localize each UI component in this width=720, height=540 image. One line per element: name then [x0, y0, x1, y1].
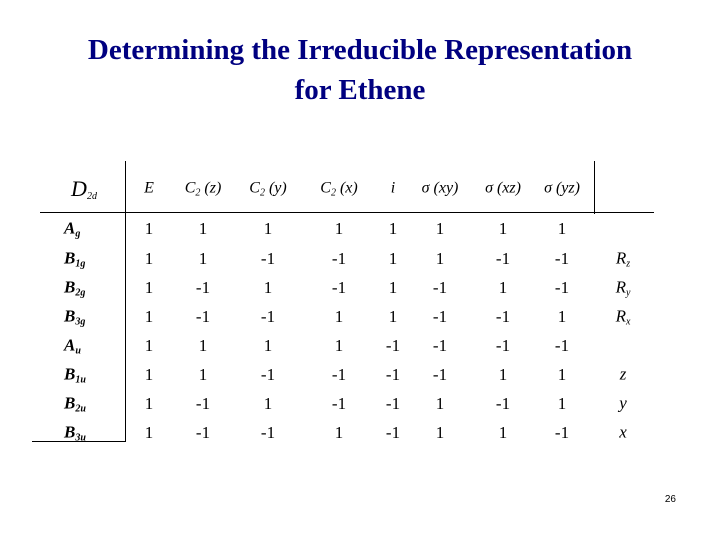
character-value: 1 [498, 278, 508, 297]
irrep-sub: g [75, 228, 81, 240]
irrep-main: B [64, 248, 76, 268]
irrep-label [64, 336, 81, 357]
character-value: -1 [331, 365, 347, 384]
irrep-main: B [64, 393, 76, 413]
character-value: -1 [385, 423, 401, 442]
character-value: -1 [195, 307, 211, 326]
point-group-label [71, 176, 97, 202]
character-value: -1 [554, 249, 570, 268]
character-value: -1 [554, 278, 570, 297]
basis-function [616, 307, 631, 328]
title-line-1: Determining the Irreducible Representation [87, 34, 633, 66]
irrep-label [64, 365, 86, 386]
character-value: 1 [144, 219, 154, 238]
basis-sub: z [626, 258, 631, 270]
character-value: 1 [334, 336, 344, 355]
character-value: 1 [144, 307, 154, 326]
column-header-main: σ (yz) [544, 179, 580, 197]
character-value: 1 [498, 423, 508, 442]
basis-main: R [615, 277, 626, 297]
character-value: -1 [495, 307, 511, 326]
character-value: 1 [263, 278, 273, 297]
character-value: -1 [554, 423, 570, 442]
basis-main: z [619, 364, 627, 384]
column-header [391, 180, 395, 199]
character-value: 1 [334, 219, 344, 238]
basis-function [616, 249, 630, 270]
character-value: -1 [432, 278, 448, 297]
character-value: 1 [557, 219, 567, 238]
character-value: -1 [260, 307, 276, 326]
character-value: 1 [198, 219, 208, 238]
character-value: 1 [198, 365, 208, 384]
character-value: 1 [557, 365, 567, 384]
column-header-sub: 2 [259, 187, 265, 199]
character-value: 1 [263, 336, 273, 355]
header-rule [40, 212, 654, 213]
slide-title [0, 30, 720, 110]
basis-main: x [619, 422, 627, 442]
right-divider [594, 161, 595, 214]
character-value: 1 [557, 307, 567, 326]
column-header-main: σ (xy) [421, 179, 459, 197]
column-header [320, 180, 357, 199]
irrep-label [64, 278, 85, 299]
character-value: 1 [144, 336, 154, 355]
character-value: 1 [198, 249, 208, 268]
column-header-main: σ (xz) [485, 179, 521, 197]
character-value: -1 [495, 249, 511, 268]
column-header-sub: 2 [330, 187, 336, 199]
irrep-main: B [64, 422, 76, 442]
character-value: 1 [557, 394, 567, 413]
character-value: -1 [385, 365, 401, 384]
character-value: 1 [263, 394, 273, 413]
basis-function [619, 394, 627, 415]
character-value: 1 [144, 423, 154, 442]
character-value: 1 [498, 365, 508, 384]
character-value: 1 [334, 423, 344, 442]
column-header-tail: (x) [335, 179, 358, 197]
irrep-main: A [64, 335, 76, 355]
irrep-sub: 3g [75, 316, 86, 328]
character-value: 1 [388, 249, 398, 268]
column-header-tail: (z) [200, 179, 222, 197]
character-value: 1 [144, 278, 154, 297]
character-value: -1 [195, 394, 211, 413]
irrep-main: B [64, 306, 76, 326]
column-header-main: C [184, 179, 196, 197]
character-value: -1 [331, 278, 347, 297]
character-value: -1 [554, 336, 570, 355]
character-value: -1 [432, 365, 448, 384]
character-value: 1 [435, 249, 445, 268]
irrep-main: B [64, 277, 76, 297]
character-value: -1 [495, 394, 511, 413]
character-value: 1 [388, 278, 398, 297]
column-header-sub: 2 [195, 187, 201, 199]
column-header-main: C [249, 179, 260, 197]
character-value: 1 [198, 336, 208, 355]
character-value: -1 [385, 394, 401, 413]
character-value: 1 [263, 219, 273, 238]
character-value: -1 [260, 249, 276, 268]
irrep-label [64, 249, 85, 270]
character-value: 1 [435, 423, 445, 442]
point-group-sub: 2d [86, 191, 97, 202]
character-value: 1 [435, 394, 445, 413]
irrep-main: B [64, 364, 76, 384]
basis-function [616, 278, 631, 299]
character-value: 1 [498, 219, 508, 238]
irrep-sub: 1g [75, 258, 86, 270]
left-divider [125, 161, 126, 442]
irrep-label [64, 423, 86, 444]
irrep-label [64, 307, 85, 328]
basis-sub: y [625, 287, 631, 299]
column-header [144, 180, 154, 199]
column-header [544, 180, 580, 199]
character-value: -1 [260, 365, 276, 384]
column-header-main: i [390, 179, 396, 197]
irrep-sub: 1u [75, 374, 86, 386]
column-header [185, 180, 222, 199]
basis-function [619, 423, 627, 444]
column-header-main: E [144, 179, 154, 197]
column-header [485, 180, 521, 199]
column-header [249, 180, 286, 199]
character-value: -1 [432, 307, 448, 326]
irrep-label [64, 394, 86, 415]
point-group-main: D [71, 176, 87, 201]
character-value: -1 [495, 336, 511, 355]
page-number: 26 [664, 494, 676, 505]
character-value: -1 [432, 336, 448, 355]
basis-main: R [615, 306, 626, 326]
irrep-sub: 2g [75, 287, 86, 299]
column-header-tail: (y) [264, 179, 287, 197]
irrep-label [64, 219, 80, 240]
character-value: 1 [334, 307, 344, 326]
column-header [422, 180, 459, 199]
irrep-sub: u [75, 345, 81, 357]
basis-main: y [619, 393, 627, 413]
character-value: -1 [195, 423, 211, 442]
basis-sub: x [625, 316, 631, 328]
character-value: -1 [385, 336, 401, 355]
character-value: -1 [331, 394, 347, 413]
character-value: 1 [435, 219, 445, 238]
irrep-sub: 3u [75, 432, 86, 444]
basis-main: R [615, 248, 627, 268]
irrep-main: A [64, 218, 76, 238]
irrep-sub: 2u [75, 403, 86, 415]
character-value: -1 [331, 249, 347, 268]
character-value: 1 [388, 307, 398, 326]
character-value: 1 [388, 219, 398, 238]
character-value: 1 [144, 249, 154, 268]
basis-function [620, 365, 627, 386]
title-line-2: for Ethene [294, 74, 426, 106]
character-value: -1 [260, 423, 276, 442]
character-value: 1 [144, 365, 154, 384]
character-value: 1 [144, 394, 154, 413]
column-header-main: C [320, 179, 331, 197]
character-value: -1 [195, 278, 211, 297]
